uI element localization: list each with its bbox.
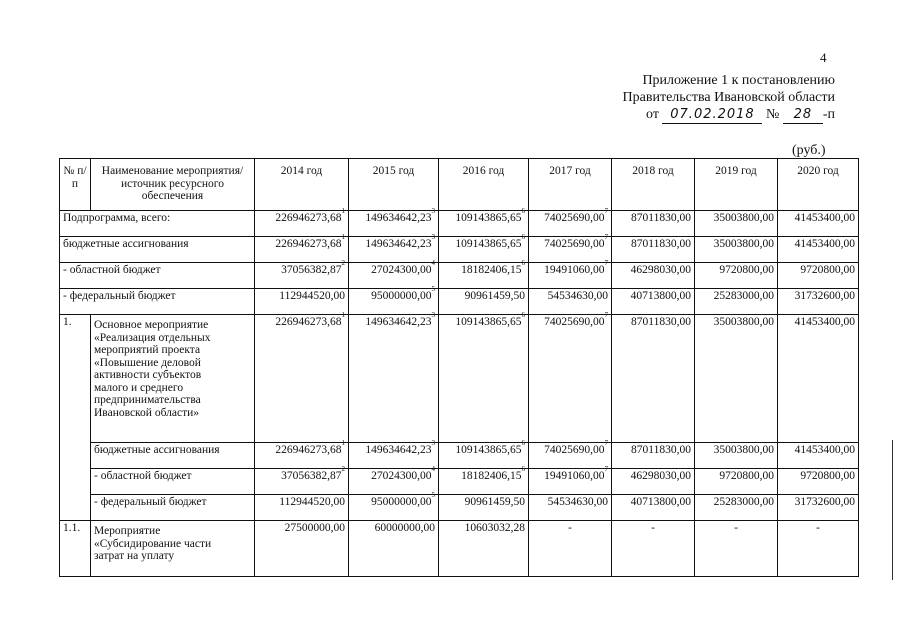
- footnote-marker: 7: [604, 207, 608, 215]
- value-cell: [695, 315, 778, 443]
- value-text: 31732600,00: [794, 290, 855, 302]
- date-prefix: от: [646, 107, 659, 122]
- value-text: 90961459,50: [464, 496, 525, 508]
- value-text: 226946273,68: [275, 212, 342, 224]
- value-cell: [439, 233, 529, 263]
- value-cell: [439, 207, 529, 237]
- value-cell: [439, 465, 529, 495]
- row-label: Подпрограмма, всего:: [60, 211, 255, 237]
- measure-name-line: «Реализация отдельных: [94, 331, 211, 344]
- header-cell: 2019 год: [695, 159, 778, 211]
- value-cell: [349, 207, 439, 237]
- value-cell: [529, 495, 612, 521]
- value-cell: [349, 491, 439, 521]
- header-cell: 2017 год: [529, 159, 612, 211]
- value-text: 87011830,00: [631, 238, 691, 250]
- value-cell: [778, 469, 859, 495]
- value-cell: [778, 211, 859, 237]
- value-text: 19491060,00: [544, 264, 605, 276]
- value-text: 90961459,50: [464, 290, 525, 302]
- footnote-marker: 6: [521, 207, 525, 215]
- value-cell: [695, 469, 778, 495]
- footnote-marker: 6: [521, 311, 525, 319]
- value-cell: [778, 495, 859, 521]
- value-cell: [695, 237, 778, 263]
- footnote-marker: 5: [431, 491, 435, 499]
- value-cell: [778, 315, 859, 443]
- appendix-header: [623, 72, 835, 124]
- value-text: 74025690,00: [544, 238, 605, 250]
- value-text: 87011830,00: [631, 212, 691, 224]
- units-label: (руб.): [792, 143, 826, 158]
- value-text: -: [651, 522, 655, 534]
- footnote-marker: 4: [431, 465, 435, 473]
- table-row: [60, 263, 859, 289]
- table-row: [60, 469, 859, 495]
- value-text: 74025690,00: [544, 444, 605, 456]
- handwritten-number: 28: [783, 106, 823, 124]
- value-cell: [612, 469, 695, 495]
- value-cell: [255, 495, 349, 521]
- value-cell: [778, 289, 859, 315]
- value-cell: [439, 439, 529, 469]
- value-text: 31732600,00: [794, 496, 855, 508]
- number-sign: №: [765, 107, 780, 122]
- footnote-marker: 6: [521, 465, 525, 473]
- value-text: 112944520,00: [279, 496, 345, 508]
- value-cell: [529, 521, 612, 577]
- value-cell: [695, 263, 778, 289]
- value-text: 54534630,00: [547, 496, 608, 508]
- value-cell: [612, 521, 695, 577]
- footnote-marker: 5: [431, 285, 435, 293]
- footnote-marker: 2: [341, 259, 345, 267]
- value-text: 41453400,00: [794, 238, 855, 250]
- value-text: 40713800,00: [630, 496, 691, 508]
- measure-name-line: «Субсидирование части: [94, 537, 212, 550]
- value-text: 46298030,00: [630, 264, 691, 276]
- measure-name-line: «Повышение деловой: [94, 356, 201, 369]
- value-text: 109143865,65: [455, 238, 522, 250]
- page-number: 4: [820, 50, 827, 65]
- footnote-marker: 3: [431, 311, 435, 319]
- measure-name-line: предпринимательства: [94, 394, 201, 406]
- value-text: 9720800,00: [800, 264, 855, 276]
- footnote-marker: 7: [604, 259, 608, 267]
- value-text: 37056382,87: [281, 264, 342, 276]
- value-cell: [778, 237, 859, 263]
- table-row: [60, 237, 859, 263]
- value-cell: [778, 521, 859, 577]
- value-cell: [529, 207, 612, 237]
- value-text: -: [816, 522, 820, 534]
- measure-name-line: мероприятий проекта: [94, 344, 201, 356]
- value-text: 109143865,65: [455, 212, 522, 224]
- value-cell: [529, 439, 612, 469]
- value-cell: [529, 259, 612, 289]
- value-cell: [439, 311, 529, 443]
- measure-number: 1.1.: [60, 521, 91, 577]
- value-text: 149634642,23: [365, 238, 432, 250]
- value-cell: [612, 315, 695, 443]
- budget-table: [59, 158, 859, 577]
- footnote-marker: 7: [604, 233, 608, 241]
- value-cell: [349, 439, 439, 469]
- value-text: 46298030,00: [630, 470, 691, 482]
- value-cell: [439, 289, 529, 315]
- value-text: 40713800,00: [630, 290, 691, 302]
- value-text: 19491060,00: [544, 470, 605, 482]
- value-cell: [349, 465, 439, 495]
- appendix-date-line: [623, 106, 835, 124]
- value-text: 27500000,00: [284, 522, 345, 534]
- number-suffix: -п: [822, 107, 835, 122]
- value-text: 25283000,00: [713, 496, 774, 508]
- value-cell: [349, 285, 439, 315]
- value-cell: [612, 495, 695, 521]
- value-cell: [255, 259, 349, 289]
- row-label: - федеральный бюджет: [60, 289, 255, 315]
- footnote-marker: 6: [521, 439, 525, 447]
- footnote-marker: 4: [431, 259, 435, 267]
- value-text: 37056382,87: [281, 470, 342, 482]
- measure-name: [91, 521, 255, 577]
- value-text: 54534630,00: [547, 290, 608, 302]
- value-text: 95000000,00: [371, 290, 432, 302]
- value-text: 149634642,23: [365, 212, 432, 224]
- footnote-marker: 6: [521, 259, 525, 267]
- value-cell: [255, 289, 349, 315]
- measure-number: 1.: [60, 315, 91, 521]
- value-cell: [695, 211, 778, 237]
- row-label: бюджетные ассигнования: [91, 443, 255, 469]
- header-cell: 2014 год: [255, 159, 349, 211]
- measure-row: [60, 521, 859, 577]
- footnote-marker: 1: [341, 233, 345, 241]
- value-text: 27024300,00: [371, 264, 432, 276]
- value-text: 74025690,00: [544, 212, 605, 224]
- scan-edge-line: [892, 440, 893, 580]
- header-cell: № п/п: [60, 159, 91, 211]
- value-text: 35003800,00: [713, 444, 774, 456]
- measure-name-line: малого и среднего: [94, 381, 184, 394]
- value-text: 149634642,23: [365, 444, 432, 456]
- value-text: 226946273,68: [275, 444, 342, 456]
- value-cell: [255, 439, 349, 469]
- value-cell: [695, 289, 778, 315]
- value-text: 87011830,00: [631, 316, 691, 328]
- footnote-marker: 1: [341, 207, 345, 215]
- value-cell: [255, 465, 349, 495]
- value-cell: [439, 259, 529, 289]
- table-header-row: [60, 159, 859, 211]
- value-text: 112944520,00: [279, 290, 345, 302]
- value-text: 27024300,00: [371, 470, 432, 482]
- value-text: 41453400,00: [794, 212, 855, 224]
- footnote-marker: 6: [521, 233, 525, 241]
- measure-row: [60, 315, 859, 443]
- table-row: [60, 495, 859, 521]
- footnote-marker: 1: [341, 311, 345, 319]
- value-cell: [529, 289, 612, 315]
- row-label: - федеральный бюджет: [91, 495, 255, 521]
- value-text: 60000000,00: [374, 522, 435, 534]
- footnote-marker: 3: [431, 439, 435, 447]
- row-label: - областной бюджет: [91, 469, 255, 495]
- value-cell: [529, 233, 612, 263]
- value-text: -: [734, 522, 738, 534]
- value-text: 9720800,00: [719, 470, 774, 482]
- row-label: бюджетные ассигнования: [60, 237, 255, 263]
- measure-name-line: Ивановской области»: [94, 406, 200, 419]
- value-cell: [778, 443, 859, 469]
- value-text: 18182406,15: [461, 470, 522, 482]
- value-text: 149634642,23: [365, 316, 432, 328]
- value-text: 25283000,00: [713, 290, 774, 302]
- value-cell: [255, 233, 349, 263]
- value-cell: [439, 521, 529, 577]
- value-cell: [529, 311, 612, 443]
- value-text: 95000000,00: [371, 496, 432, 508]
- value-cell: [695, 521, 778, 577]
- table-row: [60, 289, 859, 315]
- measure-name-line: активности субъектов: [94, 369, 202, 381]
- value-cell: [349, 233, 439, 263]
- table-row: [60, 443, 859, 469]
- measure-name: [91, 315, 255, 443]
- value-text: 10603032,28: [464, 522, 525, 534]
- header-cell: Наименование мероприятия/источник ресурсного обеспечения: [91, 159, 255, 211]
- value-cell: [349, 521, 439, 577]
- header-cell: 2020 год: [778, 159, 859, 211]
- value-text: 41453400,00: [794, 316, 855, 328]
- row-label: - областной бюджет: [60, 263, 255, 289]
- value-text: 9720800,00: [719, 264, 774, 276]
- header-cell: 2015 год: [349, 159, 439, 211]
- value-text: 35003800,00: [713, 212, 774, 224]
- value-cell: [255, 207, 349, 237]
- value-cell: [612, 443, 695, 469]
- appendix-title: Приложение 1 к постановлению: [642, 73, 835, 88]
- value-cell: [612, 211, 695, 237]
- footnote-marker: 7: [604, 311, 608, 319]
- value-text: 35003800,00: [713, 238, 774, 250]
- value-cell: [695, 495, 778, 521]
- measure-name-line: Основное мероприятие: [94, 319, 209, 331]
- value-text: 87011830,00: [631, 444, 691, 456]
- value-text: 109143865,65: [455, 444, 522, 456]
- measure-name-line: затрат на уплату: [94, 550, 175, 562]
- footnote-marker: 7: [604, 465, 608, 473]
- footnote-marker: 3: [431, 233, 435, 241]
- value-cell: [349, 259, 439, 289]
- value-text: 226946273,68: [275, 316, 342, 328]
- value-text: 9720800,00: [800, 470, 855, 482]
- value-cell: [255, 521, 349, 577]
- value-cell: [612, 237, 695, 263]
- value-cell: [612, 263, 695, 289]
- value-cell: [529, 465, 612, 495]
- footnote-marker: 7: [604, 439, 608, 447]
- handwritten-date: 07.02.2018: [662, 106, 762, 124]
- value-text: 74025690,00: [544, 316, 605, 328]
- value-text: 41453400,00: [794, 444, 855, 456]
- value-text: 18182406,15: [461, 264, 522, 276]
- table-row: [60, 211, 859, 237]
- value-text: 226946273,68: [275, 238, 342, 250]
- value-cell: [349, 311, 439, 443]
- header-cell: 2016 год: [439, 159, 529, 211]
- value-cell: [778, 263, 859, 289]
- value-cell: [439, 495, 529, 521]
- value-cell: [612, 289, 695, 315]
- value-cell: [695, 443, 778, 469]
- value-cell: [255, 311, 349, 443]
- footnote-marker: 2: [341, 465, 345, 473]
- footnote-marker: 3: [431, 207, 435, 215]
- value-text: 109143865,65: [455, 316, 522, 328]
- measure-name-line: Мероприятие: [94, 525, 161, 537]
- footnote-marker: 1: [341, 439, 345, 447]
- value-text: 35003800,00: [713, 316, 774, 328]
- header-cell: 2018 год: [612, 159, 695, 211]
- appendix-authority: Правительства Ивановской области: [622, 90, 835, 105]
- value-text: -: [568, 522, 572, 534]
